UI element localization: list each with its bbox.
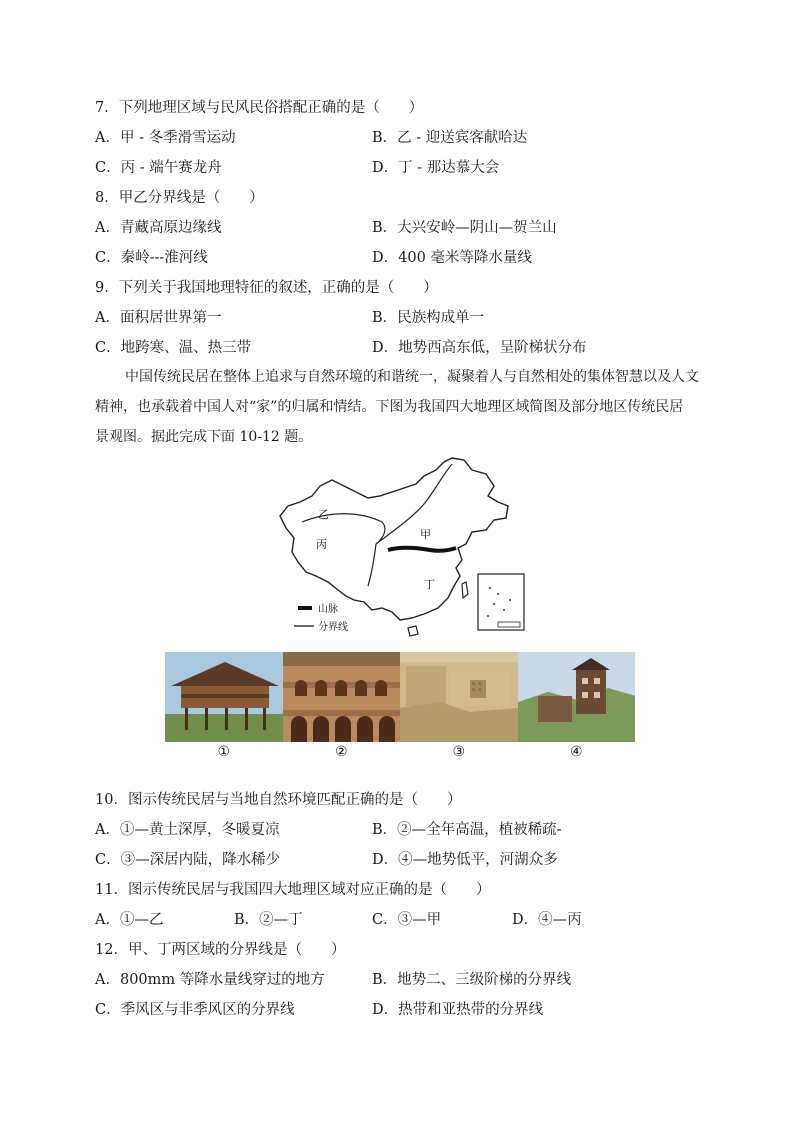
region-label-jia: 甲 <box>420 528 431 541</box>
photo-label-3: ③ <box>452 744 466 760</box>
q9-option-b: B．民族构成单一 <box>372 310 485 326</box>
passage-line-3: 景观图。据此完成下面 10-12 题。 <box>95 429 313 445</box>
q12-option-d: D．热带和亚热带的分界线 <box>372 1002 544 1018</box>
q11-option-c: C．③—甲 <box>372 912 442 928</box>
region-label-bing: 丙 <box>316 538 327 551</box>
taiwan-island <box>462 582 468 598</box>
q8-option-b: B．大兴安岭—阴山—贺兰山 <box>372 220 557 236</box>
photo-2-cave-dwelling <box>283 652 401 742</box>
photo-labels <box>165 744 635 760</box>
hainan-island <box>408 626 418 636</box>
legend-boundary-label: 分界线 <box>318 622 348 633</box>
q11-option-b: B．②—丁 <box>234 912 303 928</box>
q8-stem: 8．甲乙分界线是（ ） <box>95 190 264 206</box>
q7-option-a: A．甲 - 冬季滑雪运动 <box>95 130 236 146</box>
q10-stem: 10．图示传统民居与当地自然环境匹配正确的是（ ） <box>95 792 462 808</box>
passage-line-2: 精神，也承载着中国人对“家”的归属和情结。下图为我国四大地理区域简图及部分地区传统民居 <box>95 399 684 415</box>
photo-3-adobe-houses <box>400 652 518 742</box>
q11-option-d: D．④—丙 <box>512 912 582 928</box>
q9-stem: 9．下列关于我国地理特征的叙述，正确的是（ ） <box>95 280 438 296</box>
boundary-line-jia-yi <box>376 464 452 544</box>
china-region-map <box>272 452 532 642</box>
q9-option-d: D．地势西高东低，呈阶梯状分布 <box>372 340 587 356</box>
q10-option-d: D．④—地势低平，河湖众多 <box>372 852 558 868</box>
q12-option-b: B．地势二、三级阶梯的分界线 <box>372 972 572 988</box>
photo-4-diaojiaolou <box>518 652 636 742</box>
q11-stem: 11．图示传统民居与我国四大地理区域对应正确的是（ ） <box>95 882 491 898</box>
q9-option-a: A．面积居世界第一 <box>95 310 222 326</box>
boundary-line-yi-bing <box>302 514 385 544</box>
legend-mountain-label: 山脉 <box>318 604 338 615</box>
q10-option-a: A．①—黄土深厚，冬暖夏凉 <box>95 822 280 838</box>
photo-label-1: ① <box>217 744 231 760</box>
q8-option-d: D．400 毫米等降水量线 <box>372 250 532 266</box>
boundary-line-bing-ding <box>368 544 376 586</box>
q10-option-b: B．②—全年高温，植被稀疏- <box>372 822 562 838</box>
q10-option-c: C．③—深居内陆，降水稀少 <box>95 852 281 868</box>
qinling-mountain <box>388 548 456 551</box>
q8-option-c: C．秦岭---淮河线 <box>95 250 208 266</box>
q9-option-c: C．地跨寒、温、热三带 <box>95 340 252 356</box>
south-china-sea-inset <box>478 574 524 630</box>
house-photo-strip <box>165 652 635 742</box>
region-label-ding: 丁 <box>424 578 435 591</box>
photo-1-stilt-house <box>165 652 283 742</box>
q12-stem: 12．甲、丁两区域的分界线是（ ） <box>95 942 346 958</box>
passage-line-1: 中国传统民居在整体上追求与自然环境的和谐统一，凝聚着人与自然相处的集体智慧以及人文 <box>125 369 699 385</box>
q7-option-c: C．丙 - 端午赛龙舟 <box>95 160 222 176</box>
q7-option-d: D．丁 - 那达慕大会 <box>372 160 500 176</box>
photo-label-2: ② <box>334 744 348 760</box>
q7-option-b: B．乙 - 迎送宾客献哈达 <box>372 130 528 146</box>
photo-label-4: ④ <box>569 744 583 760</box>
region-label-yi: 乙 <box>318 508 329 521</box>
q12-option-c: C．季风区与非季风区的分界线 <box>95 1002 295 1018</box>
q8-option-a: A．青藏高原边缘线 <box>95 220 222 236</box>
china-outline <box>280 458 508 620</box>
q11-option-a: A．①—乙 <box>95 912 164 928</box>
inset-scale-bar <box>498 622 520 627</box>
q7-stem: 7．下列地理区域与民风民俗搭配正确的是（ ） <box>95 100 424 116</box>
q12-option-a: A．800mm 等降水量线穿过的地方 <box>95 972 325 988</box>
